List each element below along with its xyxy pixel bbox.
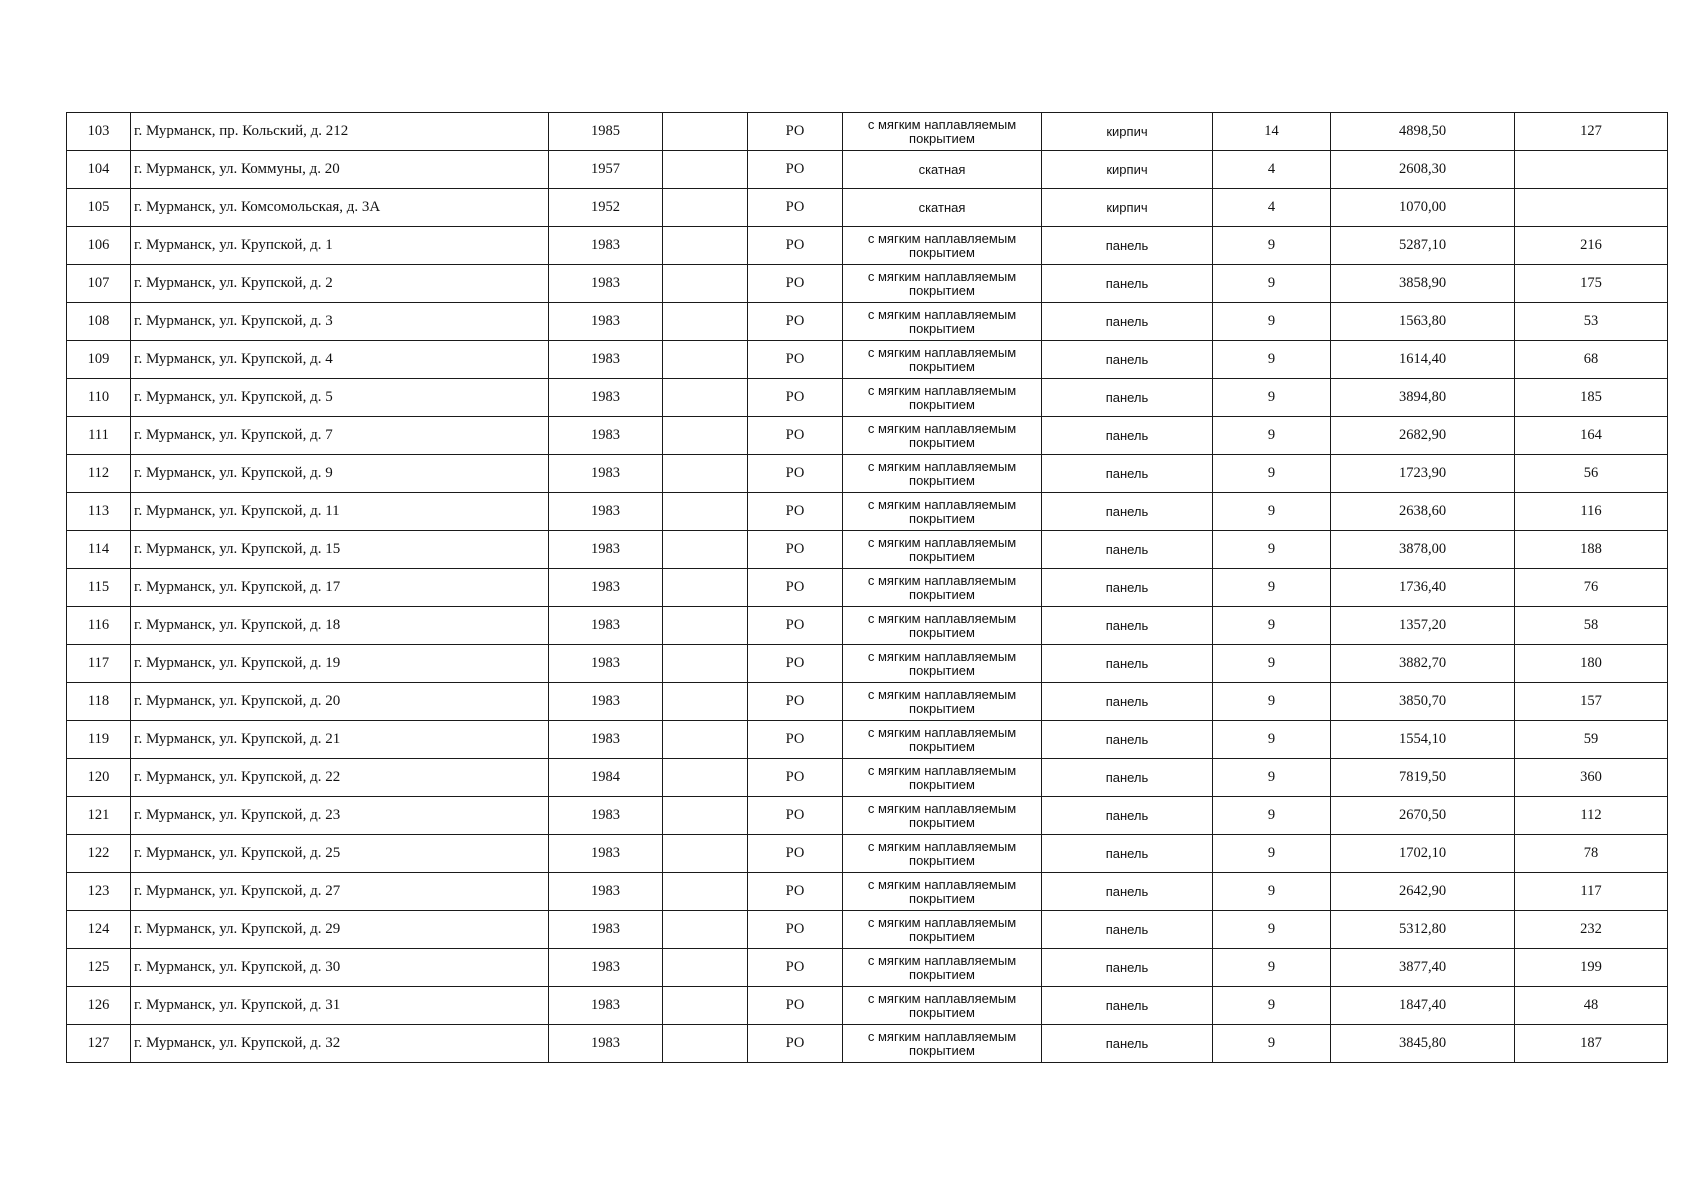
row-number-cell: 112 [67,455,131,493]
wall-material-cell: панель [1042,379,1213,417]
address-cell: г. Мурманск, ул. Крупской, д. 30 [131,949,549,987]
row-number-cell: 124 [67,911,131,949]
floors-cell: 4 [1213,189,1331,227]
empty-cell [663,987,748,1025]
roof-type-cell: с мягким наплавляемым покрытием [843,721,1042,759]
empty-cell [663,265,748,303]
year-built-cell: 1952 [549,189,663,227]
area-cell: 2608,30 [1331,151,1515,189]
floors-cell: 4 [1213,151,1331,189]
type-cell: РО [748,341,843,379]
type-cell: РО [748,113,843,151]
roof-type-cell: с мягким наплавляемым покрытием [843,759,1042,797]
count-cell: 360 [1515,759,1668,797]
count-cell: 53 [1515,303,1668,341]
row-number-cell: 108 [67,303,131,341]
type-cell: РО [748,417,843,455]
count-cell: 180 [1515,645,1668,683]
table-row [67,341,1668,379]
count-cell: 188 [1515,531,1668,569]
roof-type-cell: скатная [843,151,1042,189]
roof-type-cell: с мягким наплавляемым покрытием [843,607,1042,645]
empty-cell [663,531,748,569]
empty-cell [663,835,748,873]
floors-cell: 9 [1213,227,1331,265]
empty-cell [663,417,748,455]
floors-cell: 9 [1213,303,1331,341]
address-cell: г. Мурманск, ул. Крупской, д. 11 [131,493,549,531]
address-cell: г. Мурманск, ул. Крупской, д. 3 [131,303,549,341]
floors-cell: 9 [1213,455,1331,493]
row-number-cell: 115 [67,569,131,607]
count-cell: 68 [1515,341,1668,379]
empty-cell [663,455,748,493]
type-cell: РО [748,949,843,987]
roof-type-cell: с мягким наплавляемым покрытием [843,417,1042,455]
roof-type-cell: с мягким наплавляемым покрытием [843,987,1042,1025]
address-cell: г. Мурманск, ул. Крупской, д. 2 [131,265,549,303]
table-row [67,759,1668,797]
empty-cell [663,569,748,607]
address-cell: г. Мурманск, ул. Крупской, д. 29 [131,911,549,949]
table-row [67,113,1668,151]
count-cell: 164 [1515,417,1668,455]
wall-material-cell: панель [1042,683,1213,721]
floors-cell: 9 [1213,797,1331,835]
table-row [67,835,1668,873]
row-number-cell: 106 [67,227,131,265]
year-built-cell: 1983 [549,949,663,987]
floors-cell: 9 [1213,379,1331,417]
empty-cell [663,113,748,151]
count-cell: 157 [1515,683,1668,721]
year-built-cell: 1983 [549,303,663,341]
empty-cell [663,607,748,645]
row-number-cell: 107 [67,265,131,303]
address-cell: г. Мурманск, ул. Крупской, д. 1 [131,227,549,265]
area-cell: 3858,90 [1331,265,1515,303]
wall-material-cell: панель [1042,759,1213,797]
table-row [67,797,1668,835]
year-built-cell: 1983 [549,569,663,607]
type-cell: РО [748,645,843,683]
row-number-cell: 116 [67,607,131,645]
type-cell: РО [748,493,843,531]
row-number-cell: 122 [67,835,131,873]
row-number-cell: 103 [67,113,131,151]
wall-material-cell: панель [1042,607,1213,645]
roof-type-cell: с мягким наплавляемым покрытием [843,835,1042,873]
area-cell: 1723,90 [1331,455,1515,493]
wall-material-cell: панель [1042,341,1213,379]
table-row [67,227,1668,265]
roof-type-cell: с мягким наплавляемым покрытием [843,873,1042,911]
table-row [67,683,1668,721]
year-built-cell: 1983 [549,987,663,1025]
year-built-cell: 1983 [549,227,663,265]
year-built-cell: 1983 [549,645,663,683]
address-cell: г. Мурманск, ул. Крупской, д. 18 [131,607,549,645]
count-cell: 127 [1515,113,1668,151]
table-row [67,873,1668,911]
area-cell: 5287,10 [1331,227,1515,265]
row-number-cell: 113 [67,493,131,531]
area-cell: 7819,50 [1331,759,1515,797]
area-cell: 1357,20 [1331,607,1515,645]
table-row [67,189,1668,227]
year-built-cell: 1983 [549,911,663,949]
address-cell: г. Мурманск, ул. Крупской, д. 23 [131,797,549,835]
empty-cell [663,1025,748,1063]
empty-cell [663,759,748,797]
roof-type-cell: с мягким наплавляемым покрытием [843,949,1042,987]
type-cell: РО [748,873,843,911]
type-cell: РО [748,759,843,797]
area-cell: 1702,10 [1331,835,1515,873]
count-cell: 56 [1515,455,1668,493]
count-cell [1515,151,1668,189]
area-cell: 1736,40 [1331,569,1515,607]
area-cell: 2670,50 [1331,797,1515,835]
row-number-cell: 111 [67,417,131,455]
address-cell: г. Мурманск, ул. Комсомольская, д. 3А [131,189,549,227]
area-cell: 2682,90 [1331,417,1515,455]
roof-type-cell: с мягким наплавляемым покрытием [843,455,1042,493]
type-cell: РО [748,303,843,341]
year-built-cell: 1983 [549,797,663,835]
address-cell: г. Мурманск, ул. Коммуны, д. 20 [131,151,549,189]
address-cell: г. Мурманск, ул. Крупской, д. 7 [131,417,549,455]
table-row [67,721,1668,759]
wall-material-cell: панель [1042,1025,1213,1063]
empty-cell [663,379,748,417]
row-number-cell: 104 [67,151,131,189]
area-cell: 3894,80 [1331,379,1515,417]
type-cell: РО [748,227,843,265]
floors-cell: 9 [1213,265,1331,303]
type-cell: РО [748,531,843,569]
table-row [67,379,1668,417]
area-cell: 3878,00 [1331,531,1515,569]
housing-registry-table [66,112,1668,1063]
wall-material-cell: панель [1042,911,1213,949]
count-cell: 175 [1515,265,1668,303]
year-built-cell: 1957 [549,151,663,189]
roof-type-cell: с мягким наплавляемым покрытием [843,569,1042,607]
area-cell: 1847,40 [1331,987,1515,1025]
address-cell: г. Мурманск, пр. Кольский, д. 212 [131,113,549,151]
area-cell: 3877,40 [1331,949,1515,987]
year-built-cell: 1983 [549,379,663,417]
empty-cell [663,949,748,987]
wall-material-cell: панель [1042,531,1213,569]
wall-material-cell: панель [1042,797,1213,835]
area-cell: 1554,10 [1331,721,1515,759]
wall-material-cell: панель [1042,265,1213,303]
type-cell: РО [748,835,843,873]
year-built-cell: 1983 [549,265,663,303]
count-cell: 185 [1515,379,1668,417]
row-number-cell: 125 [67,949,131,987]
floors-cell: 9 [1213,417,1331,455]
type-cell: РО [748,987,843,1025]
table-row [67,151,1668,189]
roof-type-cell: с мягким наплавляемым покрытием [843,797,1042,835]
wall-material-cell: панель [1042,227,1213,265]
type-cell: РО [748,607,843,645]
roof-type-cell: с мягким наплавляемым покрытием [843,911,1042,949]
count-cell: 78 [1515,835,1668,873]
type-cell: РО [748,455,843,493]
table-row [67,607,1668,645]
address-cell: г. Мурманск, ул. Крупской, д. 4 [131,341,549,379]
empty-cell [663,683,748,721]
type-cell: РО [748,151,843,189]
row-number-cell: 119 [67,721,131,759]
area-cell: 1563,80 [1331,303,1515,341]
year-built-cell: 1983 [549,341,663,379]
table-row [67,1025,1668,1063]
row-number-cell: 110 [67,379,131,417]
row-number-cell: 120 [67,759,131,797]
type-cell: РО [748,911,843,949]
area-cell: 3845,80 [1331,1025,1515,1063]
table-row [67,417,1668,455]
area-cell: 2642,90 [1331,873,1515,911]
wall-material-cell: панель [1042,987,1213,1025]
type-cell: РО [748,189,843,227]
year-built-cell: 1983 [549,721,663,759]
area-cell: 3850,70 [1331,683,1515,721]
floors-cell: 9 [1213,759,1331,797]
count-cell: 48 [1515,987,1668,1025]
roof-type-cell: с мягким наплавляемым покрытием [843,379,1042,417]
year-built-cell: 1983 [549,531,663,569]
count-cell: 117 [1515,873,1668,911]
type-cell: РО [748,1025,843,1063]
empty-cell [663,303,748,341]
empty-cell [663,151,748,189]
address-cell: г. Мурманск, ул. Крупской, д. 9 [131,455,549,493]
row-number-cell: 127 [67,1025,131,1063]
type-cell: РО [748,683,843,721]
empty-cell [663,493,748,531]
empty-cell [663,721,748,759]
table-row [67,911,1668,949]
floors-cell: 9 [1213,683,1331,721]
wall-material-cell: кирпич [1042,113,1213,151]
address-cell: г. Мурманск, ул. Крупской, д. 25 [131,835,549,873]
count-cell: 76 [1515,569,1668,607]
floors-cell: 9 [1213,569,1331,607]
roof-type-cell: с мягким наплавляемым покрытием [843,683,1042,721]
registry-body [67,113,1668,1063]
wall-material-cell: кирпич [1042,189,1213,227]
address-cell: г. Мурманск, ул. Крупской, д. 19 [131,645,549,683]
row-number-cell: 117 [67,645,131,683]
count-cell: 112 [1515,797,1668,835]
empty-cell [663,341,748,379]
address-cell: г. Мурманск, ул. Крупской, д. 22 [131,759,549,797]
count-cell [1515,189,1668,227]
type-cell: РО [748,721,843,759]
area-cell: 2638,60 [1331,493,1515,531]
row-number-cell: 121 [67,797,131,835]
floors-cell: 14 [1213,113,1331,151]
roof-type-cell: с мягким наплавляемым покрытием [843,113,1042,151]
roof-type-cell: с мягким наплавляемым покрытием [843,341,1042,379]
count-cell: 59 [1515,721,1668,759]
table-row [67,265,1668,303]
count-cell: 232 [1515,911,1668,949]
wall-material-cell: панель [1042,303,1213,341]
year-built-cell: 1983 [549,683,663,721]
type-cell: РО [748,797,843,835]
table-row [67,455,1668,493]
year-built-cell: 1983 [549,493,663,531]
type-cell: РО [748,265,843,303]
address-cell: г. Мурманск, ул. Крупской, д. 31 [131,987,549,1025]
type-cell: РО [748,569,843,607]
count-cell: 199 [1515,949,1668,987]
empty-cell [663,645,748,683]
row-number-cell: 105 [67,189,131,227]
floors-cell: 9 [1213,531,1331,569]
table-row [67,949,1668,987]
year-built-cell: 1983 [549,417,663,455]
floors-cell: 9 [1213,493,1331,531]
address-cell: г. Мурманск, ул. Крупской, д. 27 [131,873,549,911]
wall-material-cell: панель [1042,645,1213,683]
wall-material-cell: кирпич [1042,151,1213,189]
floors-cell: 9 [1213,341,1331,379]
year-built-cell: 1985 [549,113,663,151]
table-row [67,531,1668,569]
area-cell: 1070,00 [1331,189,1515,227]
wall-material-cell: панель [1042,417,1213,455]
area-cell: 5312,80 [1331,911,1515,949]
floors-cell: 9 [1213,835,1331,873]
address-cell: г. Мурманск, ул. Крупской, д. 21 [131,721,549,759]
table-row [67,569,1668,607]
floors-cell: 9 [1213,987,1331,1025]
table-row [67,987,1668,1025]
year-built-cell: 1983 [549,873,663,911]
empty-cell [663,189,748,227]
address-cell: г. Мурманск, ул. Крупской, д. 15 [131,531,549,569]
year-built-cell: 1983 [549,835,663,873]
wall-material-cell: панель [1042,493,1213,531]
row-number-cell: 114 [67,531,131,569]
roof-type-cell: с мягким наплавляемым покрытием [843,303,1042,341]
type-cell: РО [748,379,843,417]
wall-material-cell: панель [1042,949,1213,987]
row-number-cell: 123 [67,873,131,911]
empty-cell [663,227,748,265]
roof-type-cell: скатная [843,189,1042,227]
floors-cell: 9 [1213,949,1331,987]
address-cell: г. Мурманск, ул. Крупской, д. 32 [131,1025,549,1063]
roof-type-cell: с мягким наплавляемым покрытием [843,531,1042,569]
area-cell: 3882,70 [1331,645,1515,683]
area-cell: 4898,50 [1331,113,1515,151]
count-cell: 216 [1515,227,1668,265]
roof-type-cell: с мягким наплавляемым покрытием [843,493,1042,531]
address-cell: г. Мурманск, ул. Крупской, д. 20 [131,683,549,721]
floors-cell: 9 [1213,911,1331,949]
count-cell: 187 [1515,1025,1668,1063]
row-number-cell: 126 [67,987,131,1025]
roof-type-cell: с мягким наплавляемым покрытием [843,645,1042,683]
address-cell: г. Мурманск, ул. Крупской, д. 5 [131,379,549,417]
year-built-cell: 1983 [549,455,663,493]
floors-cell: 9 [1213,721,1331,759]
year-built-cell: 1983 [549,607,663,645]
wall-material-cell: панель [1042,835,1213,873]
floors-cell: 9 [1213,1025,1331,1063]
area-cell: 1614,40 [1331,341,1515,379]
row-number-cell: 109 [67,341,131,379]
roof-type-cell: с мягким наплавляемым покрытием [843,265,1042,303]
empty-cell [663,797,748,835]
table-row [67,645,1668,683]
wall-material-cell: панель [1042,721,1213,759]
floors-cell: 9 [1213,645,1331,683]
table-row [67,303,1668,341]
count-cell: 58 [1515,607,1668,645]
row-number-cell: 118 [67,683,131,721]
table-row [67,493,1668,531]
empty-cell [663,873,748,911]
floors-cell: 9 [1213,873,1331,911]
year-built-cell: 1983 [549,1025,663,1063]
count-cell: 116 [1515,493,1668,531]
floors-cell: 9 [1213,607,1331,645]
address-cell: г. Мурманск, ул. Крупской, д. 17 [131,569,549,607]
roof-type-cell: с мягким наплавляемым покрытием [843,1025,1042,1063]
wall-material-cell: панель [1042,873,1213,911]
empty-cell [663,911,748,949]
wall-material-cell: панель [1042,455,1213,493]
roof-type-cell: с мягким наплавляемым покрытием [843,227,1042,265]
year-built-cell: 1984 [549,759,663,797]
wall-material-cell: панель [1042,569,1213,607]
